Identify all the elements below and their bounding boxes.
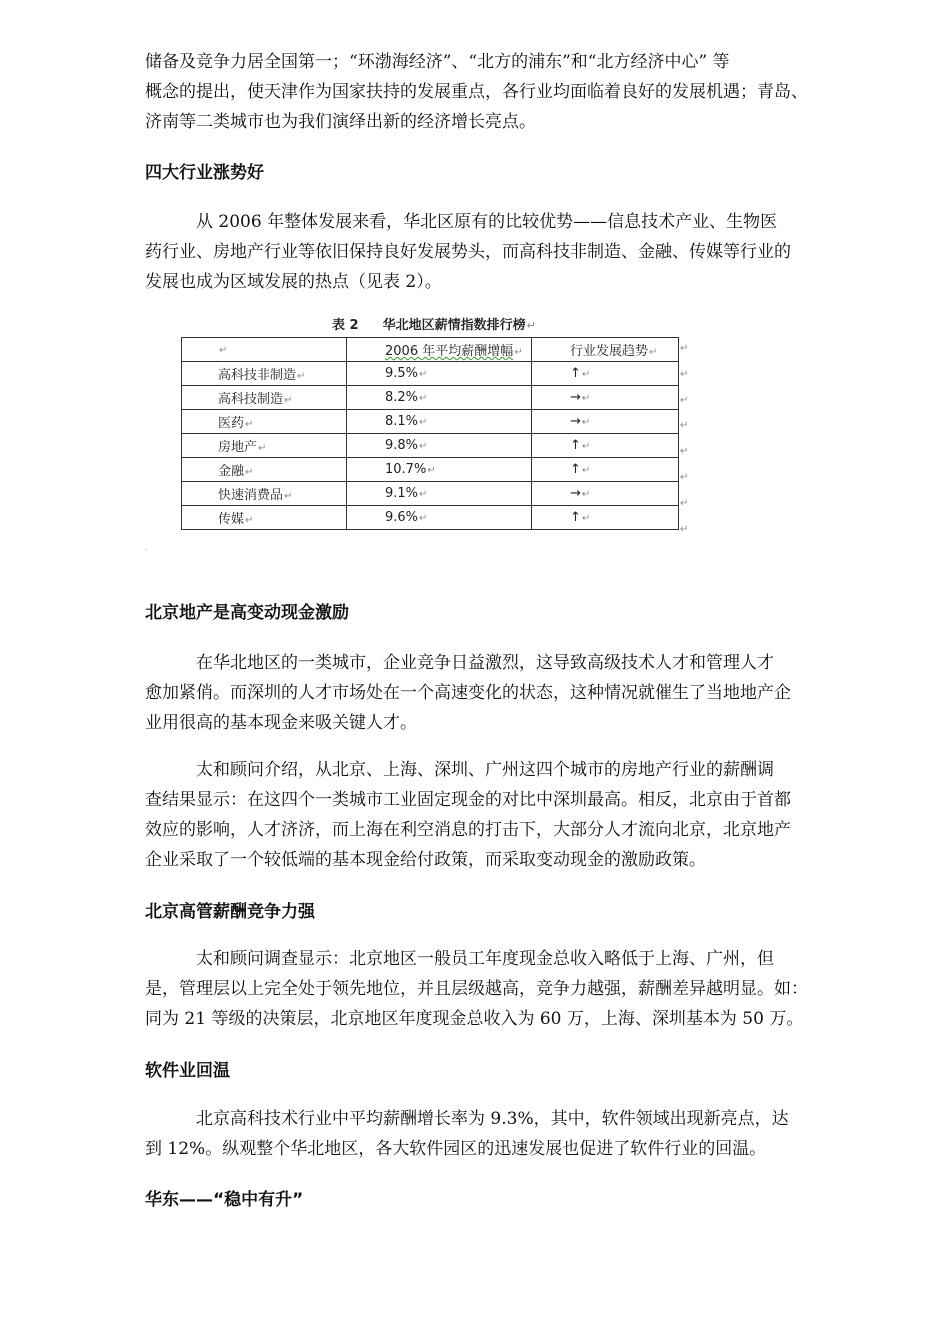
growth-cell-text: 9.6% xyxy=(385,510,419,525)
industry-cell xyxy=(182,458,347,482)
growth-cell-text: 8.1% xyxy=(385,414,419,429)
growth-cell xyxy=(347,362,532,386)
trend-cell-text: ↑ xyxy=(570,510,581,525)
trend-cell xyxy=(532,434,679,458)
table-header-cell: 行业发展趋势↵ xyxy=(532,338,679,362)
table-row xyxy=(182,362,679,386)
paragraph-mark: ↵ xyxy=(245,515,254,526)
table-header-cell: ↵ xyxy=(182,338,347,362)
paragraph-mark: ↵ xyxy=(245,419,254,430)
text-line: 太和顾问调查显示：北京地区一般员工年度现金总收入略低于上海、广州，但 xyxy=(145,949,774,969)
salary-index-table xyxy=(181,337,679,530)
paragraph-mark: ↵ xyxy=(419,393,428,404)
industry-cell xyxy=(182,482,347,506)
industry-cell-text: 快速消费品 xyxy=(218,488,284,503)
growth-cell-text: 9.8% xyxy=(385,438,419,453)
growth-cell xyxy=(347,434,532,458)
trend-cell xyxy=(532,506,679,530)
growth-cell xyxy=(347,482,532,506)
paragraph-beijing-realestate xyxy=(145,648,885,738)
section-heading-executive-pay: 北京高管薪酬竞争力强 xyxy=(145,902,315,922)
row-end-mark: ↵ xyxy=(680,420,689,432)
text-line: 效应的影响，人才济济，而上海在利空消息的打击下，大部分人才流向北京，北京地产 xyxy=(145,820,791,840)
paragraph-mark: ↵ xyxy=(419,417,428,428)
text-line: 北京高科技术行业中平均薪酬增长率为 9.3%，其中，软件领域出现新亮点，达 xyxy=(145,1109,789,1129)
row-end-mark: ↵ xyxy=(680,368,689,380)
table-row xyxy=(182,482,679,506)
paragraph-tick: ˈ xyxy=(145,548,148,557)
growth-cell-text: 8.2% xyxy=(385,390,419,405)
paragraph-mark: ↵ xyxy=(427,465,436,476)
text-line: 在华北地区的一类城市，企业竞争日益激烈，这导致高级技术人才和管理人才 xyxy=(145,653,774,673)
paragraph-industries xyxy=(145,207,885,297)
industry-cell xyxy=(182,386,347,410)
industry-cell-text: 高科技非制造 xyxy=(218,368,297,383)
paragraph-mark: ↵ xyxy=(581,465,591,476)
trend-cell-text: → xyxy=(570,486,581,501)
paragraph-mark: ↵ xyxy=(419,369,428,380)
growth-cell xyxy=(347,386,532,410)
text-line: 发展也成为区域发展的热点（见表 2）。 xyxy=(145,272,442,292)
industry-cell-text: 房地产 xyxy=(218,440,258,455)
growth-cell-text: 10.7% xyxy=(385,462,427,477)
industry-cell xyxy=(182,506,347,530)
growth-cell-text: 9.5% xyxy=(385,366,419,381)
paragraph-mark: ↵ xyxy=(419,513,428,524)
paragraph-mark: ↵ xyxy=(284,491,293,502)
industry-cell-text: 金融 xyxy=(218,464,245,479)
paragraph-mark: ↵ xyxy=(419,489,428,500)
text-line: 储备及竞争力居全国第一；“环渤海经济”、“北方的浦东”和“北方经济中心” 等 xyxy=(145,52,730,72)
paragraph-mark: ↵ xyxy=(419,441,428,452)
text-line: 药行业、房地产行业等依旧保持良好发展势头，而高科技非制造、金融、传媒等行业的 xyxy=(145,242,791,262)
row-end-mark: ↵ xyxy=(680,343,689,354)
paragraph-intro xyxy=(145,47,885,137)
table-header-row xyxy=(182,338,679,362)
table-caption-number: 表 2 xyxy=(332,318,359,333)
paragraph-mark: ↵ xyxy=(258,443,267,454)
trend-cell xyxy=(532,458,679,482)
table-row xyxy=(182,434,679,458)
row-end-mark: ↵ xyxy=(680,446,689,458)
trend-cell-text: → xyxy=(570,414,581,429)
growth-cell xyxy=(347,506,532,530)
row-end-mark: ↵ xyxy=(680,472,689,483)
text-line: 同为 21 等级的决策层，北京地区年度现金总收入为 60 万，上海、深圳基本为 50 万。 xyxy=(145,1009,804,1029)
industry-cell xyxy=(182,362,347,386)
text-line: 是，管理层以上完全处于领先地位，并且层级越高，竞争力越强，薪酬差异越明显。如： xyxy=(145,979,808,999)
row-end-mark: ↵ xyxy=(680,523,689,535)
table-row xyxy=(182,386,679,410)
text-line: 查结果显示：在这四个一类城市工业固定现金的对比中深圳最高。相反，北京由于首都 xyxy=(145,790,791,810)
paragraph-mark: ↵ xyxy=(284,395,293,406)
paragraph-mark: ↵ xyxy=(245,467,254,478)
section-heading-industries: 四大行业涨势好 xyxy=(145,163,264,183)
growth-cell xyxy=(347,458,532,482)
row-end-mark: ↵ xyxy=(680,497,689,509)
industry-cell xyxy=(182,434,347,458)
text-line: 济南等二类城市也为我们演绎出新的经济增长亮点。 xyxy=(145,112,536,132)
trend-cell-text: → xyxy=(570,390,581,405)
paragraph-software xyxy=(145,1104,885,1164)
trend-cell xyxy=(532,410,679,434)
text-line: 到 12%。纵观整个华北地区，各大软件园区的迅速发展也促进了软件行业的回温。 xyxy=(145,1139,767,1159)
growth-cell xyxy=(347,410,532,434)
trend-cell xyxy=(532,386,679,410)
text-line: 业用很高的基本现金来吸关键人才。 xyxy=(145,713,417,733)
paragraph-mark: ↵ xyxy=(581,441,591,452)
trend-cell-text: ↑ xyxy=(570,366,581,381)
text-line: 从 2006 年整体发展来看，华北区原有的比较优势——信息技术产业、生物医 xyxy=(145,212,778,232)
table-row xyxy=(182,410,679,434)
table-row xyxy=(182,506,679,530)
trend-cell-text: ↑ xyxy=(570,462,581,477)
section-heading-east-china: 华东——“稳中有升” xyxy=(145,1190,304,1210)
industry-cell xyxy=(182,410,347,434)
table-row xyxy=(182,458,679,482)
text-line: 愈加紧俏。而深圳的人才市场处在一个高速变化的状态，这种情况就催生了当地地产企 xyxy=(145,683,791,703)
paragraph-mark: ↵ xyxy=(526,319,536,332)
table-caption-title: 华北地区薪情指数排行榜 xyxy=(382,318,526,333)
paragraph-mark: ↵ xyxy=(581,369,591,380)
industry-cell-text: 高科技制造 xyxy=(218,392,284,407)
paragraph-executive-pay xyxy=(145,944,885,1034)
paragraph-mark: ↵ xyxy=(581,489,591,500)
row-end-mark: ↵ xyxy=(680,394,689,406)
industry-cell-text: 医药 xyxy=(218,416,245,431)
trend-cell xyxy=(532,362,679,386)
trend-cell xyxy=(532,482,679,506)
section-heading-software: 软件业回温 xyxy=(145,1061,230,1081)
text-line: 企业采取了一个较低端的基本现金给付政策，而采取变动现金的激励政策。 xyxy=(145,850,706,870)
paragraph-mark: ↵ xyxy=(297,371,306,382)
paragraph-mark: ↵ xyxy=(581,513,591,524)
growth-cell-text: 9.1% xyxy=(385,486,419,501)
paragraph-mark: ↵ xyxy=(581,393,591,404)
text-line: 太和顾问介绍，从北京、上海、深圳、广州这四个城市的房地产行业的薪酬调 xyxy=(145,760,774,780)
section-heading-beijing-realestate: 北京地产是高变动现金激励 xyxy=(145,603,349,623)
industry-cell-text: 传媒 xyxy=(218,512,245,527)
paragraph-consultant xyxy=(145,755,885,875)
paragraph-mark: ↵ xyxy=(581,417,591,428)
table-header-cell: 2006 年平均薪酬增幅↵ xyxy=(347,338,532,362)
text-line: 概念的提出，使天津作为国家扶持的发展重点，各行业均面临着良好的发展机遇；青岛、 xyxy=(145,82,808,102)
table-caption xyxy=(332,314,536,333)
trend-cell-text: ↑ xyxy=(570,438,581,453)
